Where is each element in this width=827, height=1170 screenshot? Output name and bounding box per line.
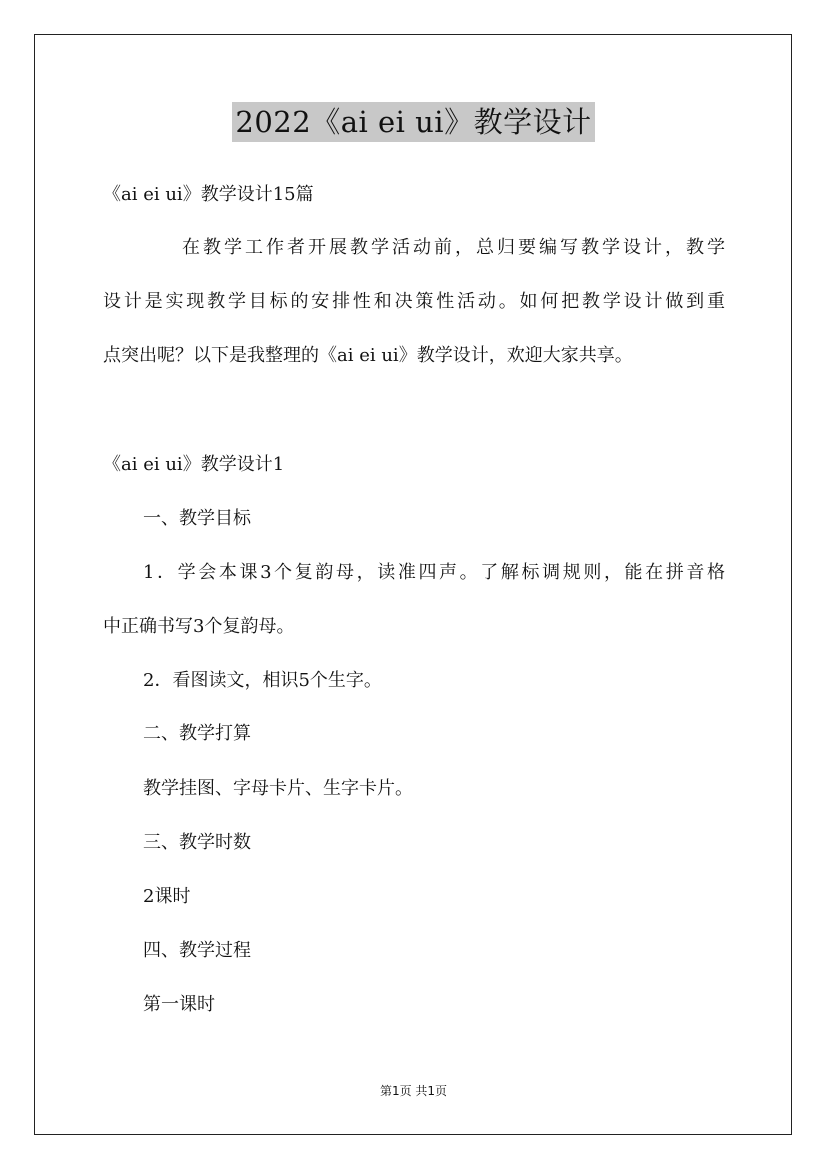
goal-item-1-continued: 中正确书写3个复韵母。 [103,616,295,637]
hours-value: 2课时 [143,886,191,907]
goal-item-2: 2．看图读文，相识5个生字。 [143,670,382,691]
heading-teaching-goals: 一、教学目标 [143,508,251,529]
first-lesson-label: 第一课时 [143,994,215,1015]
title-container [0,102,827,142]
document-subtitle: 《ai ei ui》教学设计15篇 [103,184,314,205]
heading-teaching-hours: 三、教学时数 [143,832,251,853]
section-heading: 《ai ei ui》教学设计1 [103,454,285,475]
heading-teaching-prep: 二、教学打算 [143,723,251,744]
intro-line-3: 点突出呢？以下是我整理的《ai ei ui》教学设计，欢迎大家共享。 [103,345,633,366]
intro-line-1: 在教学工作者开展教学活动前，总归要编写教学设计，教学 [182,237,725,258]
heading-teaching-process: 四、教学过程 [143,940,251,961]
intro-line-2: 设计是实现教学目标的安排性和决策性活动。如何把教学设计做到重 [103,291,725,312]
goal-item-1: 1．学会本课3个复韵母，读准四声。了解标调规则，能在拼音格 [143,562,725,583]
prep-materials: 教学挂图、字母卡片、生字卡片。 [143,778,413,799]
page-footer: 第1页 共1页 [379,1084,448,1098]
document-title: 2022《ai ei ui》教学设计 [232,102,594,142]
